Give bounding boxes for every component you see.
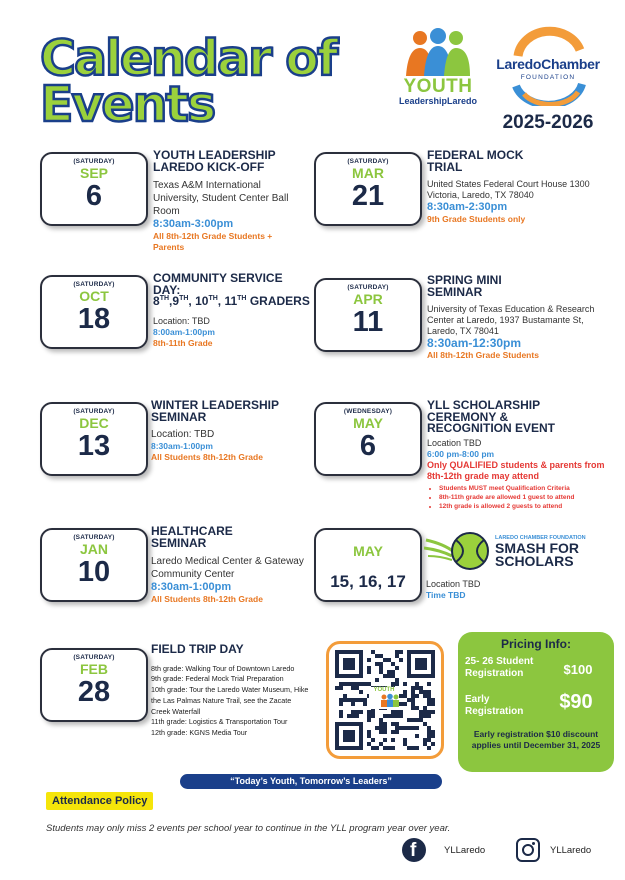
yll-logo-word: YOUTH — [403, 76, 473, 97]
list-item: 8th grade: Walking Tour of Downtown Laredo — [151, 663, 295, 673]
event-time: 8:30am-3:00pm — [153, 218, 234, 230]
event-title: HEALTHCARE SEMINAR — [151, 524, 233, 550]
qr-center-logo: YOUTH — [369, 687, 399, 709]
event-spring-seminar — [427, 275, 613, 361]
event-time: 8:00am-1:00pm — [153, 326, 215, 337]
tennis-ball-icon — [424, 528, 490, 574]
list-item: • Students MUST meet Qualification Criteria — [439, 484, 617, 493]
event-location: Location: TBD — [151, 429, 215, 440]
event-community-service — [153, 273, 313, 349]
event-scholarship-ceremony — [427, 400, 617, 511]
people-group-icon — [375, 693, 405, 707]
people-group-icon — [392, 26, 484, 78]
pricing-heading: Pricing Info: — [501, 637, 571, 651]
qualification-list — [439, 484, 617, 511]
event-grades: 9th Grade Students only — [427, 214, 526, 224]
event-location: Laredo Medical Center & Gateway Community Center — [151, 556, 304, 580]
date-box-mar-21: (SATURDAY) MAR 21 — [314, 152, 422, 226]
laredo-chamber-logo — [488, 26, 608, 106]
date-box-jan-10: (SATURDAY) JAN 10 — [40, 528, 148, 602]
event-time: 6:00 pm-8:00 pm — [427, 448, 495, 459]
list-item: • 12th grade is allowed 2 guests to attend — [439, 502, 617, 511]
event-title: FEDERAL MOCK TRIAL — [427, 148, 524, 174]
list-item: 11th grade: Logistics & Transportation Tour — [151, 717, 288, 727]
date-box-sep-6: (SATURDAY) SEP 6 — [40, 152, 148, 226]
date-box-may-6: (WEDNESDAY) MAY 6 — [314, 402, 422, 476]
chamber-foundation: FOUNDATION — [520, 74, 576, 81]
facebook-icon[interactable]: f — [402, 838, 426, 862]
slogan-banner: “Today’s Youth, Tomorrow’s Leaders” — [180, 774, 442, 789]
facebook-handle[interactable]: YLLaredo — [444, 845, 486, 856]
chamber-name: LaredoChamber — [496, 56, 600, 72]
school-year: 2025-2026 — [502, 112, 594, 133]
event-grades: Only QUALIFIED students & parents from 8th-12th grade may attend — [427, 459, 605, 481]
field-trip-details — [151, 664, 311, 740]
event-grades: 8th-11th Grade — [153, 337, 213, 348]
date-box-may-15-17: MAY 15, 16, 17 — [314, 528, 422, 602]
event-winter-seminar — [151, 400, 301, 463]
list-item: 12th grade: KGNS Media Tour — [151, 728, 248, 738]
event-healthcare-seminar — [151, 526, 311, 605]
youth-leadership-logo — [392, 26, 484, 106]
yll-logo-sub: LeadershipLaredo — [398, 96, 478, 106]
event-title: YLL SCHOLARSHIP CEREMONY & RECOGNITION EVENT — [427, 398, 556, 435]
pricing-panel — [458, 632, 614, 772]
event-time: 8:30am-12:30pm — [427, 336, 522, 350]
event-location: University of Texas Education & Research Center at Laredo, 1937 Bustamante St, Laredo, TX 78041 — [427, 304, 595, 336]
page-title: Calendar of Events — [40, 30, 337, 133]
event-grades: All Students 8th-12th Grade — [151, 452, 263, 462]
event-title: YOUTH LEADERSHIP LAREDO KICK-OFF — [153, 148, 276, 174]
pricing-row-label: 25- 26 Student Registration — [465, 656, 534, 679]
event-location: United States Federal Court House 1300 Victoria, Laredo, TX 78040 — [427, 179, 590, 200]
qr-code[interactable] — [326, 641, 444, 759]
instagram-icon[interactable] — [516, 838, 540, 862]
pricing-row-label: Early Registration — [465, 694, 524, 717]
date-box-oct-18: (SATURDAY) OCT 18 — [40, 275, 148, 349]
event-grades: All 8th-12th Grade Students — [427, 350, 539, 360]
list-item: 10th grade: Tour the Laredo Water Museum, Hike the Las Palmas Nature Trail, see the Zacate Creek Waterfall — [151, 685, 309, 716]
event-mock-trial — [427, 150, 613, 225]
event-location: Location: TBD — [153, 315, 210, 326]
event-time: 8:30am-1:00pm — [151, 441, 213, 451]
event-location: Location TBD — [427, 437, 482, 448]
event-grades: All Students 8th-12th Grade — [151, 594, 263, 604]
event-smash-details — [426, 579, 480, 601]
event-time: 8:30am-2:30pm — [427, 201, 508, 213]
list-item: • 8th-11th grade are allowed 1 guest to attend — [439, 493, 617, 502]
pricing-row-value: $100 — [563, 662, 593, 677]
event-location: Texas A&M International University, Student Center Ball Room — [153, 180, 289, 217]
event-grades: All 8th-12th Grade Students + Parents — [153, 231, 273, 252]
event-location: Location TBD — [426, 579, 481, 589]
event-kickoff — [153, 150, 303, 253]
event-time: 8:30am-1:00pm — [151, 581, 232, 593]
event-title: COMMUNITY SERVICE DAY: 8TH,9TH, 10TH, 11TH GRADERS — [153, 271, 310, 308]
pricing-row-value: $90 — [559, 691, 593, 713]
event-title: FIELD TRIP DAY — [151, 642, 244, 656]
list-item: 9th grade: Federal Mock Trial Preparation — [151, 674, 284, 684]
instagram-handle[interactable]: YLLaredo — [550, 845, 592, 856]
date-box-dec-13: (SATURDAY) DEC 13 — [40, 402, 148, 476]
date-box-apr-11: (SATURDAY) APR 11 — [314, 278, 422, 352]
date-box-feb-28: (SATURDAY) FEB 28 — [40, 648, 148, 722]
event-time: Time TBD — [426, 590, 466, 600]
pricing-note: Early registration $10 discount applies until December 31, 2025 — [471, 729, 601, 750]
event-field-trip — [151, 644, 311, 739]
event-title: WINTER LEADERSHIP SEMINAR — [151, 398, 279, 424]
smash-for-scholars-logo: LAREDO CHAMBER FOUNDATION SMASH FOR SCHOLARS — [424, 528, 614, 572]
attendance-policy-text: Students may only miss 2 events per school year to continue in the YLL program year over year. — [46, 823, 451, 834]
event-title: SPRING MINI SEMINAR — [427, 273, 502, 299]
attendance-policy-label: Attendance Policy — [46, 792, 153, 810]
